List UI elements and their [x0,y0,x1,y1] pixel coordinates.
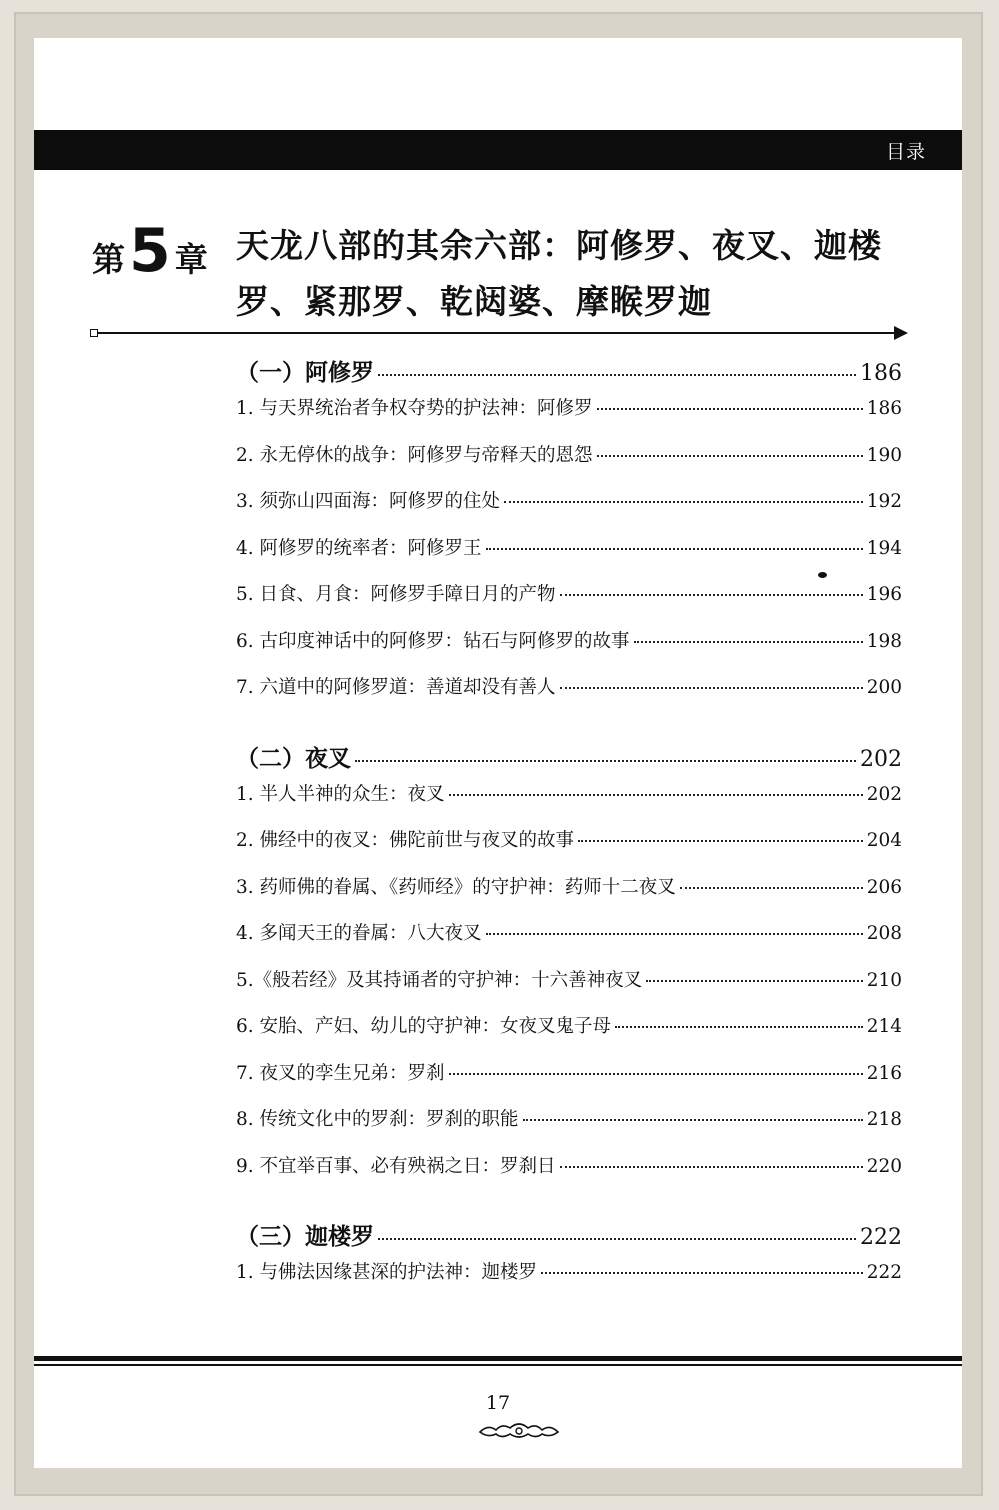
item-page: 192 [866,491,902,512]
chapter-title-line1: 天龙八部的其余六部：阿修罗、夜叉、迦楼 [236,226,882,265]
item-page: 186 [866,398,902,419]
item-page: 216 [866,1062,902,1084]
item-title: 4. 阿修罗的统率者：阿修罗王 [236,537,482,559]
toc-item[interactable] [236,580,902,627]
item-title: 3. 须弥山四面海：阿修罗的住处 [236,491,501,512]
dot-leader [523,1119,863,1121]
rule-start-dot [90,329,98,337]
toc-item[interactable] [236,1059,902,1106]
dot-leader [355,760,856,762]
item-page: 218 [866,1109,902,1130]
item-page: 190 [866,444,902,466]
item-page: 200 [866,677,902,698]
item-page: 208 [866,923,902,944]
item-title: 9. 不宜举百事、必有殃祸之日：罗刹日 [236,1155,556,1177]
section-title: （一）阿修罗 [236,360,374,386]
header-label: 目录 [885,141,926,163]
dot-leader [541,1272,863,1274]
chapter-prefix: 第 [92,240,125,279]
item-title: 6. 古印度神话中的阿修罗：钻石与阿修罗的故事 [236,630,630,652]
item-title: 7. 六道中的阿修罗道：善道却没有善人 [236,677,556,698]
dot-leader [578,840,863,842]
toc-item[interactable] [236,1105,902,1152]
item-title: 5.《般若经》及其持诵者的守护神：十六善神夜叉 [236,969,643,991]
section-title: （二）夜叉 [236,745,351,772]
toc-item[interactable] [236,441,902,488]
toc-section-garuda[interactable] [236,1218,902,1258]
dot-leader [597,408,863,410]
footer-rule-thin [34,1364,962,1366]
chapter-digit: 5 [129,216,171,286]
header-bar [34,130,962,170]
toc-item[interactable] [236,1012,902,1059]
toc-item[interactable] [236,627,902,674]
section-page: 186 [860,361,902,386]
table-of-contents [236,354,902,1305]
ink-blot [818,572,827,578]
book-page [34,38,962,1468]
cloud-ornament-icon [478,1420,560,1440]
footer-rule-thick [34,1356,962,1361]
dot-leader [378,374,856,376]
toc-item[interactable] [236,919,902,966]
section-page: 202 [860,746,902,772]
toc-item[interactable] [236,780,902,827]
dot-leader [378,1238,856,1240]
toc-item[interactable] [236,394,902,441]
item-title: 4. 多闻天王的眷属：八大夜叉 [236,923,482,944]
dot-leader [449,1073,863,1075]
item-title: 7. 夜叉的孪生兄弟：罗刹 [236,1062,445,1084]
chapter-title [236,218,916,330]
section-page: 222 [860,1225,902,1250]
item-title: 2. 佛经中的夜叉：佛陀前世与夜叉的故事 [236,830,575,851]
dot-leader [634,641,863,643]
item-title: 1. 与天界统治者争权夺势的护法神：阿修罗 [236,398,593,419]
item-page: 206 [866,876,902,898]
dot-leader [560,687,863,689]
toc-section-asura[interactable] [236,354,902,394]
item-page: 198 [866,630,902,652]
dot-leader [486,548,863,550]
toc-item[interactable] [236,873,902,920]
section-title: （三）迦楼罗 [236,1224,374,1250]
dot-leader [646,980,863,982]
item-title: 5. 日食、月食：阿修罗手障日月的产物 [236,584,556,605]
dot-leader [615,1026,863,1028]
toc-item[interactable] [236,487,902,534]
item-title: 2. 永无停休的战争：阿修罗与帝释天的恩怨 [236,444,593,466]
arrow-head-icon [894,326,908,340]
toc-item[interactable] [236,673,902,720]
dot-leader [560,1166,863,1168]
item-title: 3. 药师佛的眷属、《药师经》的守护神：药师十二夜叉 [236,876,676,898]
dot-leader [597,455,863,457]
item-title: 1. 半人半神的众生：夜叉 [236,783,445,805]
item-page: 220 [866,1155,902,1177]
item-page: 202 [866,783,902,805]
toc-item[interactable] [236,826,902,873]
item-page: 204 [866,830,902,851]
item-title: 8. 传统文化中的罗刹：罗刹的职能 [236,1109,519,1130]
item-title: 1. 与佛法因缘甚深的护法神：迦楼罗 [236,1262,538,1283]
chapter-suffix: 章 [174,240,208,279]
dot-leader [486,933,863,935]
title-arrow-rule [92,332,904,334]
dot-leader [560,594,863,596]
toc-item[interactable] [236,1258,902,1305]
toc-section-yaksha[interactable] [236,740,902,780]
item-page: 214 [866,1016,902,1037]
item-page: 222 [866,1262,902,1283]
toc-item[interactable] [236,534,902,581]
toc-item[interactable] [236,966,902,1013]
item-title: 6. 安胎、产妇、幼儿的守护神：女夜叉鬼子母 [236,1016,612,1037]
chapter-title-line2: 罗、紧那罗、乾闼婆、摩睺罗迦 [236,282,712,321]
item-page: 196 [866,584,902,605]
toc-item[interactable] [236,1152,902,1199]
item-page: 210 [866,969,902,991]
dot-leader [504,501,863,503]
page-number: 17 [485,1392,511,1414]
item-page: 194 [866,537,902,559]
dot-leader [680,887,863,889]
dot-leader [449,794,863,796]
